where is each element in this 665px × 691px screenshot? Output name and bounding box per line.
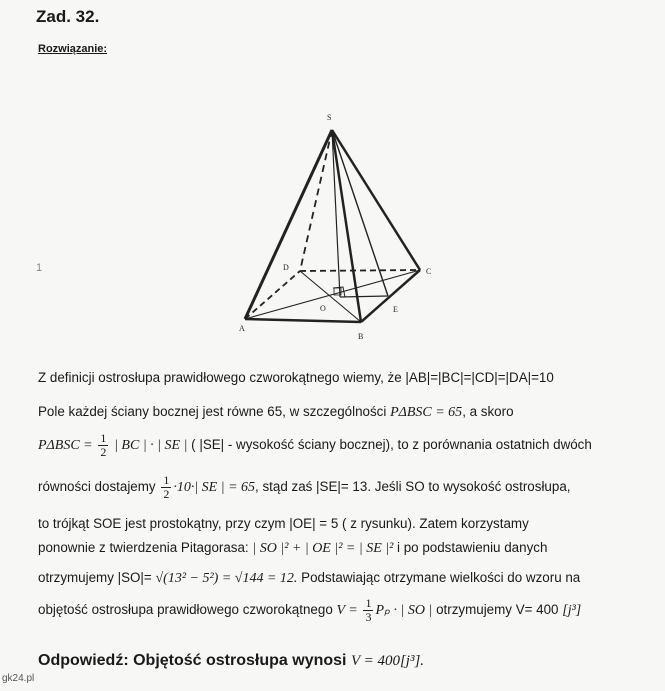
label-B: B: [358, 332, 364, 341]
label-D: D: [283, 263, 289, 272]
formula-pythagoras: | SO |² + | OE |² = | SE |²: [252, 541, 394, 556]
fraction-one-half-b: $\frac{1}{2}$: [163, 473, 170, 501]
formula-volume: Pₚ · | SO |: [375, 603, 433, 619]
volume-unit: [j³]: [562, 603, 582, 619]
text-line-1: Z definicji ostrosłupa prawidłowego czworokątnego wiemy, że |AB|=|BC|=|CD|=|DA|=10: [38, 370, 554, 385]
solution-heading: Rozwiązanie:: [38, 43, 108, 55]
formula-area-bsc: PΔBSC = 65: [390, 405, 463, 420]
margin-mark: 1: [36, 262, 43, 274]
page-title: Zad. 32.: [36, 7, 100, 26]
label-O: O: [320, 304, 326, 313]
edge-SC: [332, 130, 420, 270]
label-E: E: [393, 305, 398, 314]
answer-formula: V = 400[j³].: [350, 653, 425, 669]
final-answer: Odpowiedź: Objętość ostrosłupa wynosi V = 400[j³].: [38, 652, 425, 669]
label-S: S: [327, 113, 332, 122]
edge-DC: [300, 270, 420, 271]
label-C: C: [426, 267, 432, 276]
text-line-4: równości dostajemy $\frac{1}{2}$ ·10·| SE | = 65, stąd zaś |SE|= 13. Jeśli SO to wysokość ostrosłupa,: [38, 473, 571, 501]
text-line-7: otrzymujemy |SO|= √(13² − 5²) = √144 = 12. Podstawiając otrzymane wielkości do wzoru na: [38, 570, 581, 586]
edge-SA: [245, 130, 332, 319]
text-line-6: ponownie z twierdzenia Pitagorasa: | SO |² + | OE |² = | SE |² i po podstawieniu danych: [38, 540, 548, 556]
fraction-one-half: $\frac{1}{2}$: [100, 431, 107, 459]
text-line-2: Pole każdej ściany bocznej jest równe 65, w szczególności PΔBSC = 65, a skoro: [38, 404, 514, 420]
text-line-8: objętość ostrosłupa prawidłowego czworokątnego V = $\frac{1}{3}$ Pₚ · | SO | otrzymujemy V= 400 [j³]: [38, 596, 582, 624]
edge-SD: [300, 130, 332, 271]
text-line-3: PΔBSC = $\frac{1}{2}$ | BC | · | SE | ( |SE| - wysokość ściany bocznej), to z porównania ostatnich dwóch: [38, 431, 592, 459]
fraction-one-third: $\frac{1}{3}$: [365, 596, 372, 624]
segment-OE: [340, 296, 388, 297]
watermark: gk24.pl: [2, 673, 35, 684]
formula-so: √(13² − 5²) = √144 = 12.: [155, 571, 298, 586]
edge-AB: [245, 319, 361, 322]
label-A: A: [239, 324, 245, 333]
text-line-5: to trójkąt SOE jest prostokątny, przy czym |OE| = 5 ( z rysunku). Zatem korzystamy: [38, 516, 529, 531]
